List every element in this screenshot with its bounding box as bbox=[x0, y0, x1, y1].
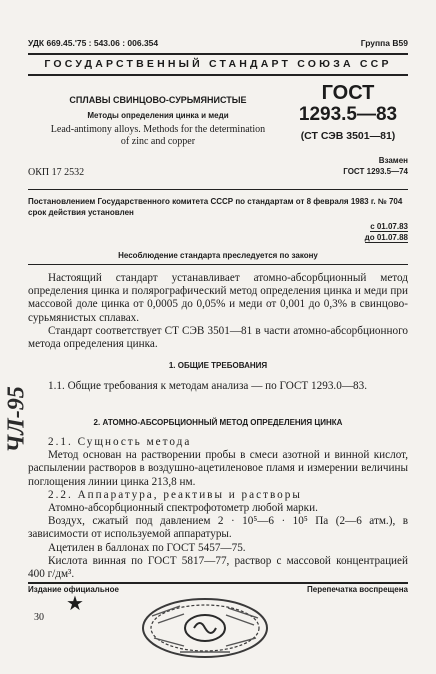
apparatus-item-2: Воздух, сжатый под давлением 2 · 10⁵—6 · 10⁵ Па (2—6 атм.), в зависимости от используемой аппаратуры. bbox=[28, 515, 408, 541]
section-1-paragraph bbox=[28, 380, 408, 393]
top-rule bbox=[28, 53, 408, 55]
subsection-2-1-text: Метод основан на растворении пробы в смеси азотной и винной кислот, распылении растворов в воздушно-ацетиленовое пламя и измерении величины поглощения линии цинка 213,8 нм. bbox=[28, 449, 408, 488]
intro-paragraph-1: Настоящий стандарт устанавливает атомно-абсорбционный метод определения цинка и полярографический метод определения цинка и меди при массовой доле цинка от 0,0005 до 0,05% и меди от 0,001 до 0,3% в свинцово-сурьмянистых сплавах. bbox=[28, 272, 408, 324]
st-sev-number: (СТ СЭВ 3501—81) bbox=[300, 130, 396, 142]
section-2-body bbox=[28, 436, 408, 581]
intro-paragraph-2: Стандарт соответствует СТ СЭВ 3501—81 в части атомно-абсорбционного метода определения цинка. bbox=[28, 324, 408, 351]
law-warning: Несоблюдение стандарта преследуется по закону bbox=[118, 251, 318, 260]
replaces-value: ГОСТ 1293.5—74 bbox=[343, 167, 408, 176]
subsection-2-2-title: 2.2. Аппаратура, реактивы и растворы bbox=[48, 488, 302, 501]
valid-from: с 01.07.83 bbox=[370, 222, 408, 231]
okp-rule bbox=[28, 189, 408, 190]
page-number: 30 bbox=[34, 612, 44, 623]
requirement-1-1: 1.1. Общие требования к методам анализа — по ГОСТ 1293.0—83. bbox=[48, 380, 367, 392]
margin-annotation bbox=[4, 378, 34, 458]
valid-to: до 01.07.88 bbox=[364, 233, 408, 242]
section-1-heading: 1. ОБЩИЕ ТРЕБОВАНИЯ bbox=[168, 361, 268, 370]
title-en-line2: of zinc and copper bbox=[120, 136, 196, 147]
subsection-2-1-title: 2.1. Сущность метода bbox=[48, 436, 192, 448]
okp-code: ОКП 17 2532 bbox=[28, 167, 85, 178]
apparatus-item-1: Атомно-абсорбционный спектрофотометр любой марки. bbox=[48, 502, 318, 515]
library-stamp bbox=[140, 596, 270, 660]
official-edition: Издание официальное bbox=[28, 585, 119, 594]
title-ru-main: СПЛАВЫ СВИНЦОВО-СУРЬМЯНИСТЫЕ bbox=[69, 95, 247, 105]
udc-code: УДК 669.45.'75 : 543.06 : 006.354 bbox=[28, 38, 159, 48]
apparatus-item-3: Ацетилен в баллонах по ГОСТ 5457—75. bbox=[48, 541, 246, 554]
intro-block bbox=[28, 272, 408, 351]
gost-number: 1293.5—83 bbox=[298, 104, 398, 125]
reprint-prohibited: Перепечатка воспрещена bbox=[307, 585, 408, 594]
title-ru-sub: Методы определения цинка и меди bbox=[87, 111, 229, 120]
gost-label: ГОСТ bbox=[321, 82, 375, 104]
apparatus-item-4: Кислота винная по ГОСТ 5817—77, раствор с массовой концентрацией 400 г/дм³. bbox=[28, 554, 408, 581]
banner-rule bbox=[28, 74, 408, 76]
warning-rule bbox=[28, 264, 408, 265]
title-en-line1: Lead-antimony alloys. Methods for the determination bbox=[50, 124, 266, 135]
standard-banner: ГОСУДАРСТВЕННЫЙ СТАНДАРТ СОЮЗА ССР bbox=[44, 58, 392, 70]
footer-rule bbox=[28, 582, 408, 584]
margin-note-text: ЧЛ-95 bbox=[3, 386, 30, 453]
section-2-heading: 2. АТОМНО-АБСОРБЦИОННЫЙ МЕТОД ОПРЕДЕЛЕНИЯ ЦИНКА bbox=[93, 418, 343, 427]
group-code: Группа В59 bbox=[360, 38, 408, 48]
decree-text: Постановлением Государственного комитета СССР по стандартам от 8 февраля 1983 г. № 704 срок действия установлен bbox=[28, 197, 403, 217]
replaces-label: Взамен bbox=[378, 156, 408, 165]
star-icon: ★ bbox=[66, 593, 84, 615]
